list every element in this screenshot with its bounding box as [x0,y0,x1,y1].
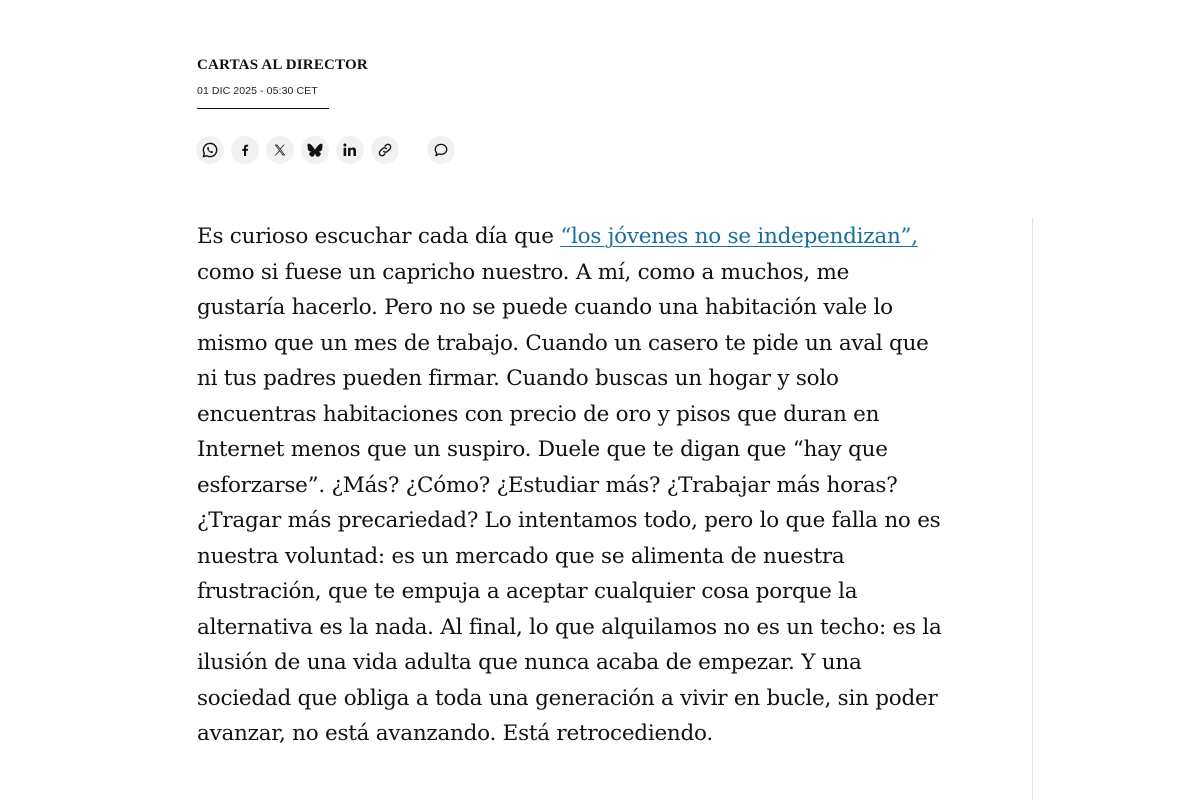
publish-timestamp: 01 DIC 2025 - 05:30 CET [197,85,318,97]
divider [197,108,329,109]
paragraph-text-start: Es curioso escuchar cada día que [197,224,561,249]
share-bluesky-button[interactable] [301,136,329,164]
linkedin-icon [341,141,359,159]
comment-icon [432,141,450,159]
share-x-button[interactable] [266,136,294,164]
share-whatsapp-button[interactable] [196,136,224,164]
copy-link-button[interactable] [371,136,399,164]
article-paragraph [197,219,942,752]
facebook-icon [237,142,253,158]
bluesky-icon [306,141,324,159]
sidebar-divider [1032,218,1033,800]
share-toolbar [196,136,462,164]
article-body [197,219,942,752]
comments-button[interactable] [427,136,455,164]
article-byline [197,56,368,109]
share-facebook-button[interactable] [231,136,259,164]
inline-article-link[interactable]: “los jóvenes no se independizan”, [560,224,918,249]
section-title-link[interactable]: CARTAS AL DIRECTOR [197,57,368,73]
whatsapp-icon [201,141,219,159]
link-icon [376,141,394,159]
paragraph-text-rest: como si fuese un capricho nuestro. A mí, como a muchos, me gustaría hacerlo. Pero no se puede cuando una habitación vale lo mismo que un mes de trabajo. Cuando un casero te pide un aval que ni tus padres pueden firmar. Cuando buscas un hogar y solo encuentras habitaciones con precio de oro y pisos que duran en Internet menos que un suspiro. Duele que te digan que “hay que esforzarse”. ¿Más? ¿Cómo? ¿Estudiar más? ¿Trabajar más horas? ¿Tragar más precariedad? Lo intentamos todo, pero lo que falla no es nuestra voluntad: es un mercado que se alimenta de nuestra frustración, que te empuja a aceptar cualquier cosa porque la alternativa es la nada. Al final, lo que alquilamos no es un techo: es la ilusión de una vida adulta que nunca acaba de empezar. Y una sociedad que obliga a toda una generación a vivir en bucle, sin poder avanzar, no está avanzando. Está retrocediendo. [197,259,942,746]
share-linkedin-button[interactable] [336,136,364,164]
x-icon [272,142,288,158]
